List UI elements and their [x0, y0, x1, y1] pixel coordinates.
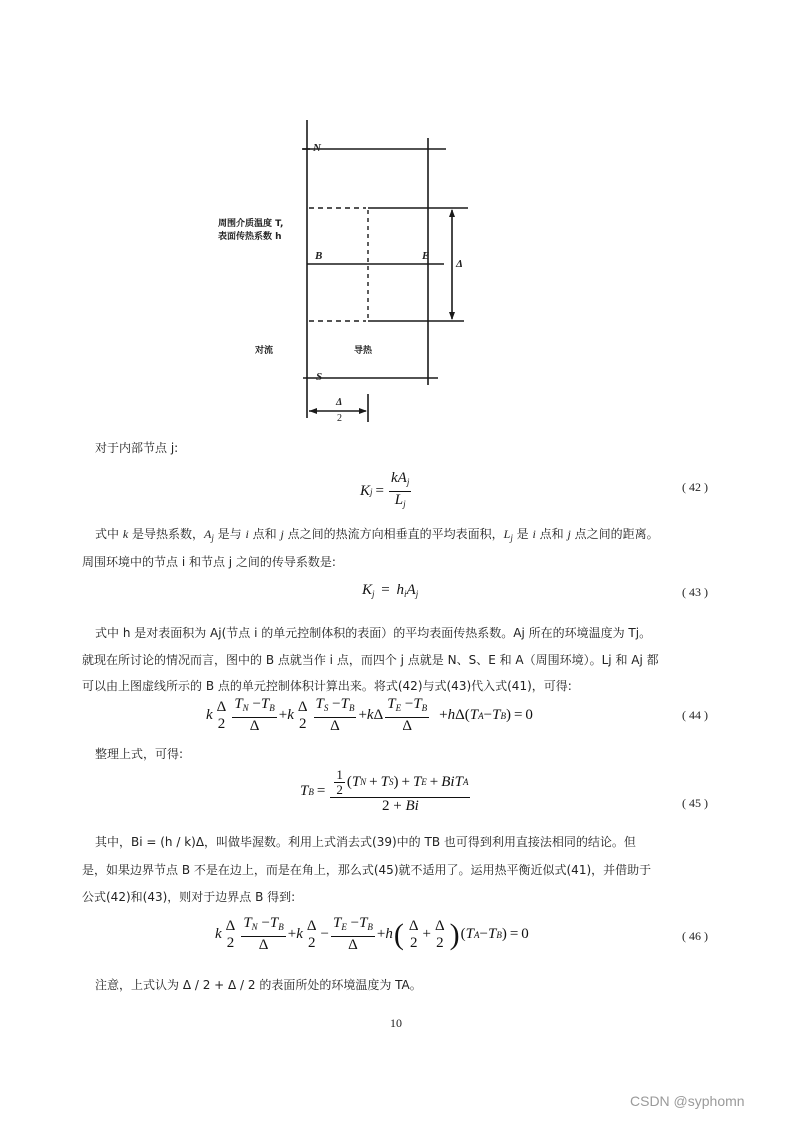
node-label-b: B — [315, 250, 323, 262]
heat-transfer-coef-label: 表面传热系数 h — [218, 232, 282, 242]
node-label-e: E — [422, 250, 430, 262]
paragraph-biot-line2: 是，如果边界节点 B 不是在边上，而是在角上，那么式(45)就不适用了。运用热平衡近似式(41)，并借助于 — [82, 863, 652, 877]
node-label-n: N — [313, 142, 321, 154]
half-delta-num: Δ — [336, 397, 343, 408]
paragraph-surface-coef-line3: 可以由上图虚线所示的 B 点的单元控制体积计算出来。将式(42)与式(43)代入式(41)，可得: — [82, 679, 572, 693]
half-delta-den: 2 — [337, 413, 342, 424]
arrowhead-right — [359, 408, 367, 414]
paragraph-conductance-def: 式中 k 是导热系数，$A_j$ 是与 i 点和 j 点之间的热流方向相垂直的平均表面积，$L_j$ 是 i 点和 j 点之间的距离。 — [95, 527, 659, 543]
ambient-temp-label: 周围介质温度 T, — [218, 219, 284, 229]
equation-42: K j = $\frac{kA_j}{L_j}$ — [360, 470, 410, 509]
convection-label: 对流 — [255, 346, 274, 356]
paragraph-conductance-def-line2: 周围环境中的节点 i 和节点 j 之间的传导系数是: — [82, 555, 336, 569]
equation-number-45: ( 45 ) — [682, 796, 708, 810]
paragraph-biot: 其中，Bi = (h / k)Δ，叫做毕渥数。利用上式消去式(39)中的 TB 也可得到利用直接法相同的结论。但 — [95, 835, 636, 849]
delta-label: Δ — [456, 258, 463, 270]
equation-43: $K_j = h_iA_j$ — [362, 582, 419, 599]
paragraph-internal-node: 对于内部节点 j: — [95, 441, 179, 455]
arrowhead-down — [449, 312, 455, 320]
equation-number-43: ( 43 ) — [682, 585, 708, 599]
arrowhead-up — [449, 209, 455, 217]
figure-lines — [0, 0, 794, 440]
equation-44: k Δ 2 $\frac{T_N -T_B}{\Delta}$ + k Δ 2 $\frac{T_S -T_B}{\Delta}$ + k Δ $\frac{T_E -T_B}{\Delta}$ + h Δ ( T A − T B ) = 0 — [206, 696, 533, 734]
equation-number-46: ( 46 ) — [682, 929, 708, 943]
arrowhead-left — [309, 408, 317, 414]
watermark: CSDN @syphomn — [630, 1093, 745, 1109]
paragraph-rearrange: 整理上式，可得: — [95, 747, 184, 761]
paragraph-surface-coef-line2: 就现在所讨论的情况而言，图中的 B 点就当作 i 点，而四个 j 点就是 N、S、E 和 A（周围环境）。Lj 和 Aj 都 — [82, 653, 659, 667]
equation-46: k Δ 2 $\frac{T_N -T_B}{\Delta}$ + k Δ 2 − $\frac{T_E -T_B}{\Delta}$ + h ( Δ 2 + Δ 2 ) ( T A − T B ) = 0 — [215, 915, 529, 953]
conduction-label: 导热 — [354, 346, 373, 356]
equation-number-44: ( 44 ) — [682, 708, 708, 722]
paragraph-note: 注意，上式认为 Δ / 2 + Δ / 2 的表面所处的环境温度为 TA。 — [95, 978, 422, 992]
figure-control-volume — [0, 0, 794, 440]
equation-45: T B = $\frac{1}{2}$ ( T N + T S ) + T E + Bi T A 2 + Bi — [300, 767, 469, 814]
paragraph-biot-line3: 公式(42)和(43)，则对于边界点 B 得到: — [82, 890, 296, 904]
page-number: 10 — [390, 1016, 402, 1030]
equation-number-42: ( 42 ) — [682, 480, 708, 494]
node-label-s: S — [316, 371, 323, 383]
paragraph-surface-coef: 式中 h 是对表面积为 Aj(节点 i 的单元控制体积的表面）的平均表面传热系数。Aj 所在的环境温度为 Tj。 — [95, 626, 652, 640]
